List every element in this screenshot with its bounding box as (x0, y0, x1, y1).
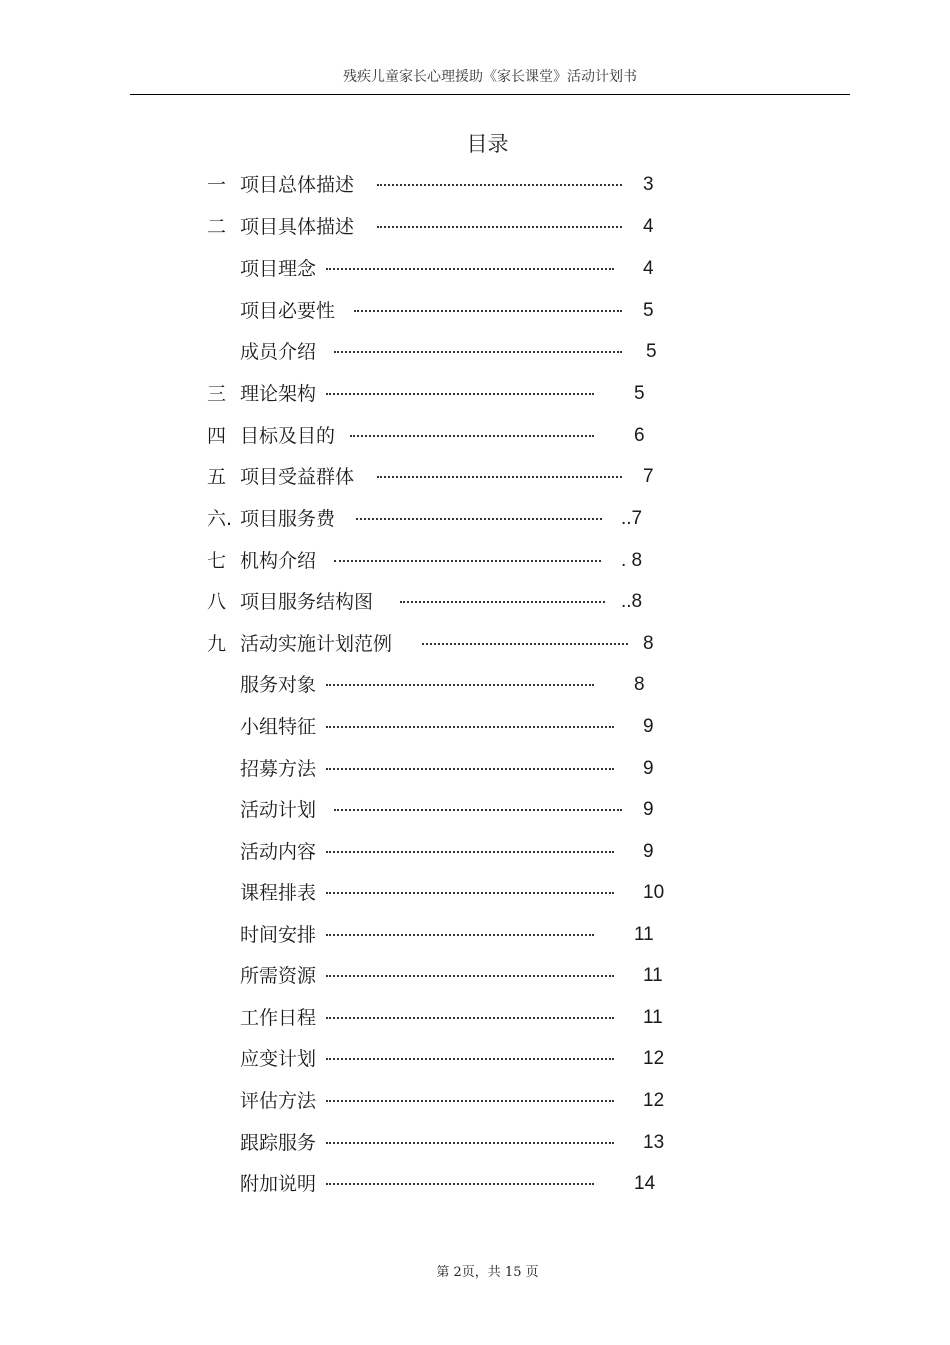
toc-entry-label: 时间安排 (240, 924, 317, 946)
toc-entry-page: 4 (643, 216, 654, 237)
toc-dot-leader (326, 1142, 614, 1144)
toc-dot-leader (326, 726, 614, 728)
toc-dot-leader (400, 601, 605, 603)
toc-entry-number: 四 (207, 425, 227, 447)
toc-entry-label: 服务对象 (240, 674, 317, 696)
toc-title: 目录 (466, 132, 509, 156)
toc-dot-leader (326, 768, 614, 770)
toc-entry[interactable] (0, 254, 950, 284)
page-footer: 第 2页，共 15 页 (436, 1265, 539, 1280)
toc-dot-leader (326, 268, 614, 270)
toc-entry-page: 6 (634, 425, 645, 446)
running-header: 残疾儿童家长心理援助《家长课堂》活动计划书 (343, 69, 637, 85)
toc-entry[interactable] (0, 337, 950, 367)
toc-entry[interactable] (0, 1169, 950, 1199)
toc-entry-label: 评估方法 (240, 1090, 317, 1112)
toc-entry[interactable] (0, 170, 950, 200)
toc-dot-leader (377, 476, 622, 478)
toc-entry[interactable] (0, 961, 950, 991)
toc-entry-page: . 8 (621, 550, 643, 571)
toc-entry[interactable] (0, 504, 950, 534)
toc-dot-leader (326, 684, 594, 686)
toc-entry[interactable] (0, 379, 950, 409)
toc-entry-page: 14 (634, 1173, 656, 1194)
toc-dot-leader (326, 934, 594, 936)
toc-entry-page: 11 (634, 924, 654, 945)
toc-entry-page: 7 (643, 466, 654, 487)
toc-entry-number: 八 (207, 591, 227, 613)
toc-entry-label: 项目理念 (240, 258, 317, 280)
toc-entry-label: 活动计划 (240, 799, 317, 821)
toc-entry-label: 所需资源 (240, 965, 317, 987)
toc-entry-label: 项目服务费 (240, 508, 336, 530)
toc-entry[interactable] (0, 754, 950, 784)
toc-dot-leader (422, 643, 628, 645)
toc-entry-label: 活动实施计划范例 (240, 633, 393, 655)
toc-entry[interactable] (0, 878, 950, 908)
toc-dot-leader (326, 1058, 614, 1060)
toc-dot-leader (326, 1017, 614, 1019)
toc-entry-label: 课程排表 (240, 882, 317, 904)
toc-entry[interactable] (0, 1128, 950, 1158)
toc-dot-leader (326, 892, 614, 894)
toc-entry[interactable] (0, 629, 950, 659)
toc-entry-page: ..8 (621, 591, 643, 612)
toc-entry-page: 4 (643, 258, 654, 279)
toc-entry-label: 项目具体描述 (240, 216, 355, 238)
toc-entry[interactable] (0, 712, 950, 742)
toc-entry-page: 11 (643, 1007, 663, 1028)
toc-entry-page: 5 (643, 300, 654, 321)
toc-entry[interactable] (0, 1003, 950, 1033)
toc-entry-label: 项目总体描述 (240, 174, 355, 196)
toc-dot-leader (377, 184, 622, 186)
toc-entry-label: 招募方法 (240, 758, 317, 780)
toc-dot-leader (326, 1183, 594, 1185)
toc-entry[interactable] (0, 837, 950, 867)
toc-entry-label: 项目受益群体 (240, 466, 355, 488)
toc-entry[interactable] (0, 462, 950, 492)
toc-dot-leader (350, 435, 594, 437)
toc-entry[interactable] (0, 296, 950, 326)
toc-entry-label: 成员介绍 (240, 341, 317, 363)
toc-entry-page: 12 (643, 1090, 665, 1111)
toc-entry-number: 三 (207, 383, 227, 405)
toc-entry-number: 六. (207, 508, 233, 530)
toc-entry-number: 五 (207, 466, 227, 488)
toc-entry-label: 项目服务结构图 (240, 591, 374, 613)
toc-dot-leader (354, 310, 622, 312)
toc-entry-number: 九 (207, 633, 227, 655)
toc-entry[interactable] (0, 421, 950, 451)
toc-entry-page: 13 (643, 1132, 665, 1153)
toc-entry-page: 9 (643, 841, 654, 862)
toc-entry-page: 5 (634, 383, 645, 404)
toc-entry[interactable] (0, 795, 950, 825)
toc-entry[interactable] (0, 920, 950, 950)
toc-entry-page: 9 (643, 758, 654, 779)
toc-entry-label: 目标及目的 (240, 425, 336, 447)
toc-entry-page: 5 (646, 341, 657, 362)
toc-entry-label: 机构介绍 (240, 550, 317, 572)
toc-entry-number: 一 (207, 174, 227, 196)
toc-entry-page: 12 (643, 1048, 665, 1069)
toc-entry-page: 11 (643, 965, 663, 986)
toc-dot-leader (334, 351, 622, 353)
toc-entry-label: 理论架构 (240, 383, 317, 405)
toc-entry-page: 9 (643, 716, 654, 737)
toc-entry-page: 8 (643, 633, 654, 654)
toc-entry[interactable] (0, 546, 950, 576)
toc-dot-leader (334, 560, 601, 562)
toc-entry[interactable] (0, 1044, 950, 1074)
toc-entry[interactable] (0, 212, 950, 242)
toc-entry-label: 附加说明 (240, 1173, 317, 1195)
toc-dot-leader (334, 809, 622, 811)
toc-entry-page: 3 (643, 174, 654, 195)
toc-entry-number: 七 (207, 550, 227, 572)
toc-dot-leader (326, 393, 594, 395)
toc-entry[interactable] (0, 587, 950, 617)
toc-entry[interactable] (0, 670, 950, 700)
toc-entry-label: 小组特征 (240, 716, 317, 738)
toc-entry-page: ..7 (621, 508, 643, 529)
toc-entry-label: 应变计划 (240, 1048, 317, 1070)
toc-dot-leader (326, 1100, 614, 1102)
toc-dot-leader (356, 518, 602, 520)
toc-entry[interactable] (0, 1086, 950, 1116)
toc-entry-label: 项目必要性 (240, 300, 336, 322)
toc-entry-label: 活动内容 (240, 841, 317, 863)
toc-entry-label: 跟踪服务 (240, 1132, 317, 1154)
toc-entry-page: 9 (643, 799, 654, 820)
toc-entry-page: 8 (634, 674, 645, 695)
toc-dot-leader (377, 226, 622, 228)
toc-dot-leader (326, 851, 614, 853)
toc-entry-label: 工作日程 (240, 1007, 317, 1029)
toc-entry-page: 10 (643, 882, 665, 903)
toc-dot-leader (326, 975, 614, 977)
toc-entry-number: 二 (207, 216, 227, 238)
